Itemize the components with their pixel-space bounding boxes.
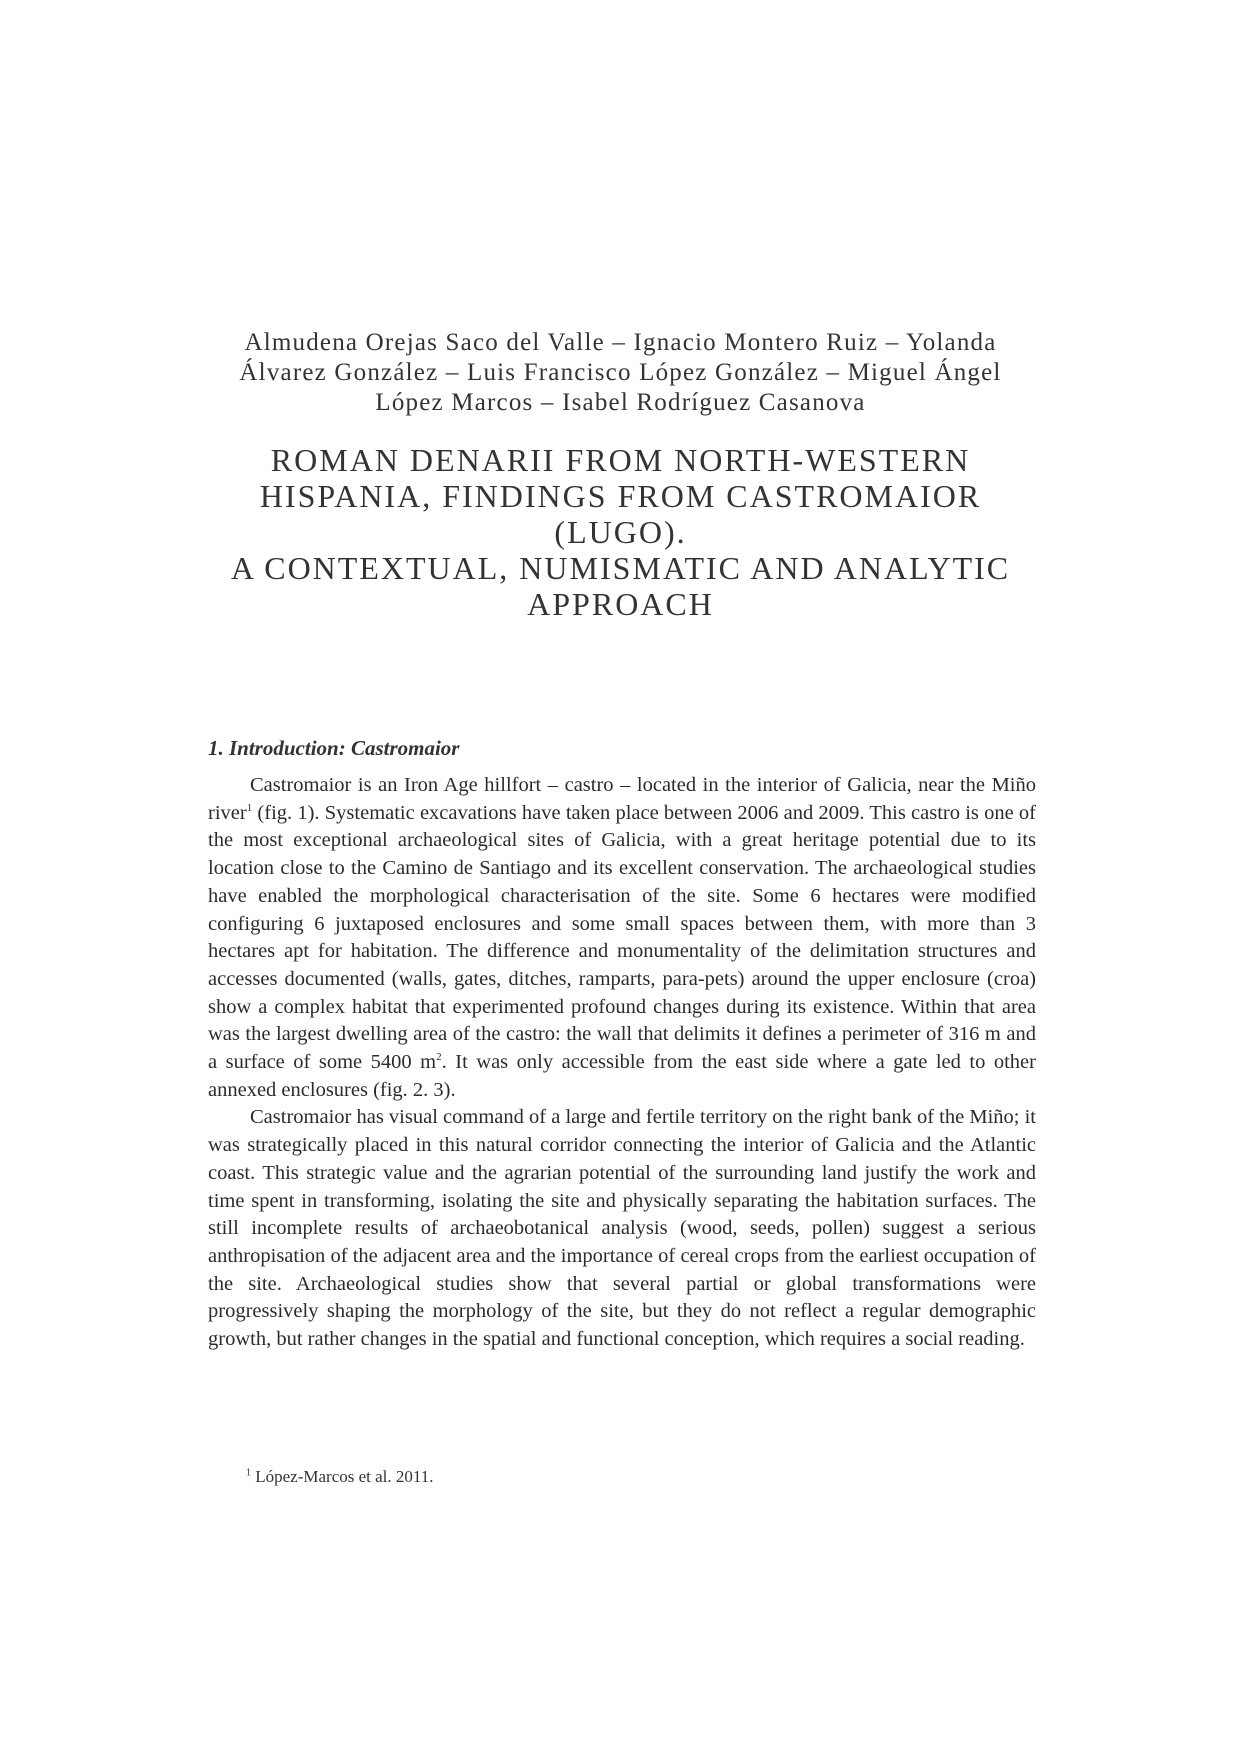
author-line-3: López Marcos – Isabel Rodríguez Casanova: [375, 389, 866, 416]
footnote: [246, 1467, 434, 1487]
paragraph-1-part-3: . It was only accessible from the east side where a gate led to other annexed enclosures (fig. 2. 3).: [208, 1051, 1036, 1101]
title-line-2: HISPANIA, FINDINGS FROM CASTROMAIOR (LUGO).: [259, 478, 982, 550]
title-line-4: APPROACH: [527, 586, 714, 622]
paragraph-2: Castromaior has visual command of a large and fertile territory on the right bank of the Miño; it was strategically placed in this natural corridor connecting the interior of Galicia and the Atlantic coast. This strategic value and the agrarian potential of the surrounding land justify the work and time spent in transforming, isolating the site and physically separating the habitation surfaces. The still incomplete results of archaeobotanical analysis (wood, seeds, pollen) suggest a serious anthropisation of the adjacent area and the importance of cereal crops from the earliest occupation of the site. Archaeological studies show that several partial or global transformations were progressively shaping the morphology of the site, but they do not reflect a regular demographic growth, but rather changes in the spatial and functional conception, which requires a social reading.: [208, 1106, 1036, 1351]
author-list: [208, 328, 1033, 418]
section-heading: 1. Introduction: Castromaior: [208, 736, 460, 760]
footnote-number: 1: [246, 1467, 251, 1479]
body-text: [208, 772, 1036, 1354]
paragraph-1: [208, 772, 1036, 1104]
title-line-3: A CONTEXTUAL, NUMISMATIC AND ANALYTIC: [230, 550, 1011, 586]
footnote-text: López-Marcos et al. 2011.: [251, 1467, 434, 1486]
author-line-2: Álvarez González – Luis Francisco López González – Miguel Ángel: [239, 359, 1002, 386]
title-line-1: ROMAN DENARII FROM NORTH-WESTERN: [270, 442, 971, 478]
paragraph-1-part-1: Castromaior is an Iron Age hillfort – castro – located in the interior of Galicia, near the Miño river: [208, 774, 1036, 824]
paragraph-1-part-2: (fig. 1). Systematic excavations have taken place between 2006 and 2009. This castro is one of the most exceptional archaeological sites of Galicia, with a great heritage potential due to its location close to the Camino de Santiago and its excellent conservation. The archaeological studies have enabled the morphological characterisation of the site. Some 6 hectares were modified configuring 6 juxtaposed enclosures and some small spaces between them, with more than 3 hectares apt for habitation. The difference and monumentality of the delimitation structures and accesses documented (walls, gates, ditches, ramparts, para-pets) around the upper enclosure (croa) show a complex habitat that experimented profound changes during its existence. Within that area was the largest dwelling area of the castro: the wall that delimits it defines a perimeter of 316 m and a surface of some 5400 m: [208, 801, 1036, 1074]
author-line-1: Almudena Orejas Saco del Valle – Ignacio Montero Ruiz – Yolanda: [244, 329, 997, 356]
superscript-2: 2: [436, 1051, 442, 1064]
footnote-reference: 1: [246, 801, 253, 814]
paper-title: [200, 442, 1041, 622]
